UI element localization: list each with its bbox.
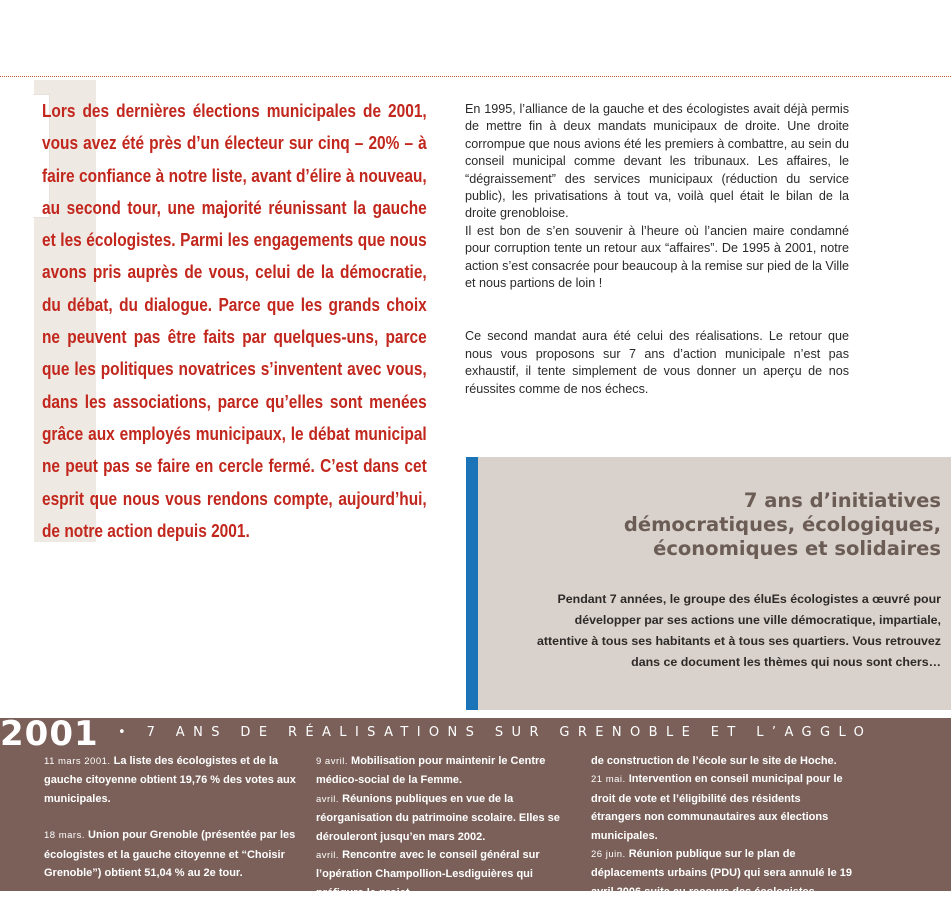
highlight-title-line-2: démocratiques, écologiques, <box>623 513 941 536</box>
timeline-entry <box>316 790 578 846</box>
entry-text: La liste des écologistes et de la gauche citoyenne obtient 19,76 % des votes aux municipales. <box>44 755 296 805</box>
entry-date: 9 avril. <box>316 756 348 767</box>
timeline-entry <box>591 845 853 901</box>
highlight-title-line-1: 7 ans d’initiatives <box>743 489 941 512</box>
corruption-paragraph: Il est bon de s’en souvenir à l’heure où l’ancien maire condamné pour corruption tente un retour aux “affaires”. De 1995 à 2001, notre action s’est consacrée pour beaucoup à la remise sur pied de la Ville et nous partions de loin ! <box>465 223 849 291</box>
history-paragraph: En 1995, l’alliance de la gauche et des écologistes avait déjà permis de mettre fin à deux mandats municipaux de droite. Une droite corrompue que nous avions été les premiers à combattre, au sein du conseil municipal comme devant les tribunaux. Les affaires, le “dégraissement” des services municipaux (réduction du service public), les privatisations à tout va, voilà quel était le bilan de la droite grenobloise. <box>465 102 849 221</box>
header-divider <box>0 76 951 77</box>
mandate-paragraph: Ce second mandat aura été celui des réalisations. Le retour que nous vous proposons sur 7 ans d’action municipale n’est pas exhaustif, il tente simplement de vous donner un aperçu de nos réussites comme de nos échecs. <box>465 329 849 396</box>
timeline-column-2 <box>316 752 578 902</box>
highlight-box <box>466 457 951 710</box>
timeline-entry <box>316 846 578 902</box>
timeline-entry <box>44 752 306 808</box>
timeline-column-1 <box>44 752 306 882</box>
entry-text: Mobilisation pour maintenir le Centre médico-social de la Femme. <box>316 755 546 787</box>
entry-date: 11 mars 2001. <box>44 756 111 767</box>
timeline-title: • 7 ANS DE RÉALISATIONS SUR GRENOBLE ET L’AGGLO <box>118 725 873 740</box>
highlight-title-line-3: économiques et solidaires <box>653 537 941 560</box>
right-column <box>465 101 849 398</box>
entry-date: avril. <box>316 850 340 862</box>
entry-text: Rencontre avec le conseil général sur l’opération Champollion-Lesdiguières qui préfigure le projet <box>316 849 540 899</box>
highlight-title <box>521 489 941 561</box>
entry-text: Réunion publique sur le plan de déplacements urbains (PDU) qui sera annulé le 19 avril 2006 suite au recours des écologistes. <box>591 848 853 898</box>
highlight-body: Pendant 7 années, le groupe des éluEs écologistes a œuvré pour développer par ses actions une ville démocratique, impartiale, attentive à tous ses habitants et à tous ses quartiers. Vous retrouvez dans ce document les thèmes qui nous sont chers… <box>537 592 941 669</box>
entry-text: Réunions publiques en vue de la réorganisation du patrimoine scolaire. Elles se dérouleront jusqu’en mars 2002. <box>316 792 560 843</box>
paragraph-spacer <box>465 292 849 328</box>
entry-text: Intervention en conseil municipal pour le droit de vote et l’éligibilité des résidents étrangers non communautaires aux élections municipales. <box>591 773 843 842</box>
timeline-year: 2001 <box>0 714 99 754</box>
timeline-entry <box>591 770 853 845</box>
timeline-entry-continued: de construction de l’école sur le site de Hoche. <box>591 755 837 767</box>
entry-spacer <box>44 808 306 826</box>
entry-text: Union pour Grenoble (présentée par les écologistes et la gauche citoyenne et “Choisir Grenoble”) obtient 51,04 % au 2e tour. <box>44 829 296 880</box>
entry-date: 18 mars. <box>44 830 85 842</box>
entry-date: 21 mai. <box>591 774 626 786</box>
timeline-entry <box>44 826 306 882</box>
entry-date: avril. <box>316 793 340 805</box>
timeline-entry <box>316 752 578 790</box>
timeline-column-3 <box>591 752 853 901</box>
entry-date: 26 juin. <box>591 849 626 861</box>
intro-paragraph: Lors des dernières élections municipales de 2001, vous avez été près d’un électeur sur cinq – 20% – à faire confiance à notre liste, avant d’élire à nouveau, au second tour, une majorité réunissant la gauche et les écologistes. Parmi les engagements que nous avons pris auprès de vous, celui de la démocratie, du débat, du dialogue. Parce que les grands choix ne peuvent pas être faits par quelques-uns, parce que les politiques novatrices s’inventent avec vous, dans les associations, parce qu’elles sont menées grâce aux employés municipaux, le débat municipal ne peut pas se faire en cercle fermé. C’est dans cet esprit que nous vous rendons compte, aujourd’hui, de notre action depuis 2001. <box>42 100 427 541</box>
